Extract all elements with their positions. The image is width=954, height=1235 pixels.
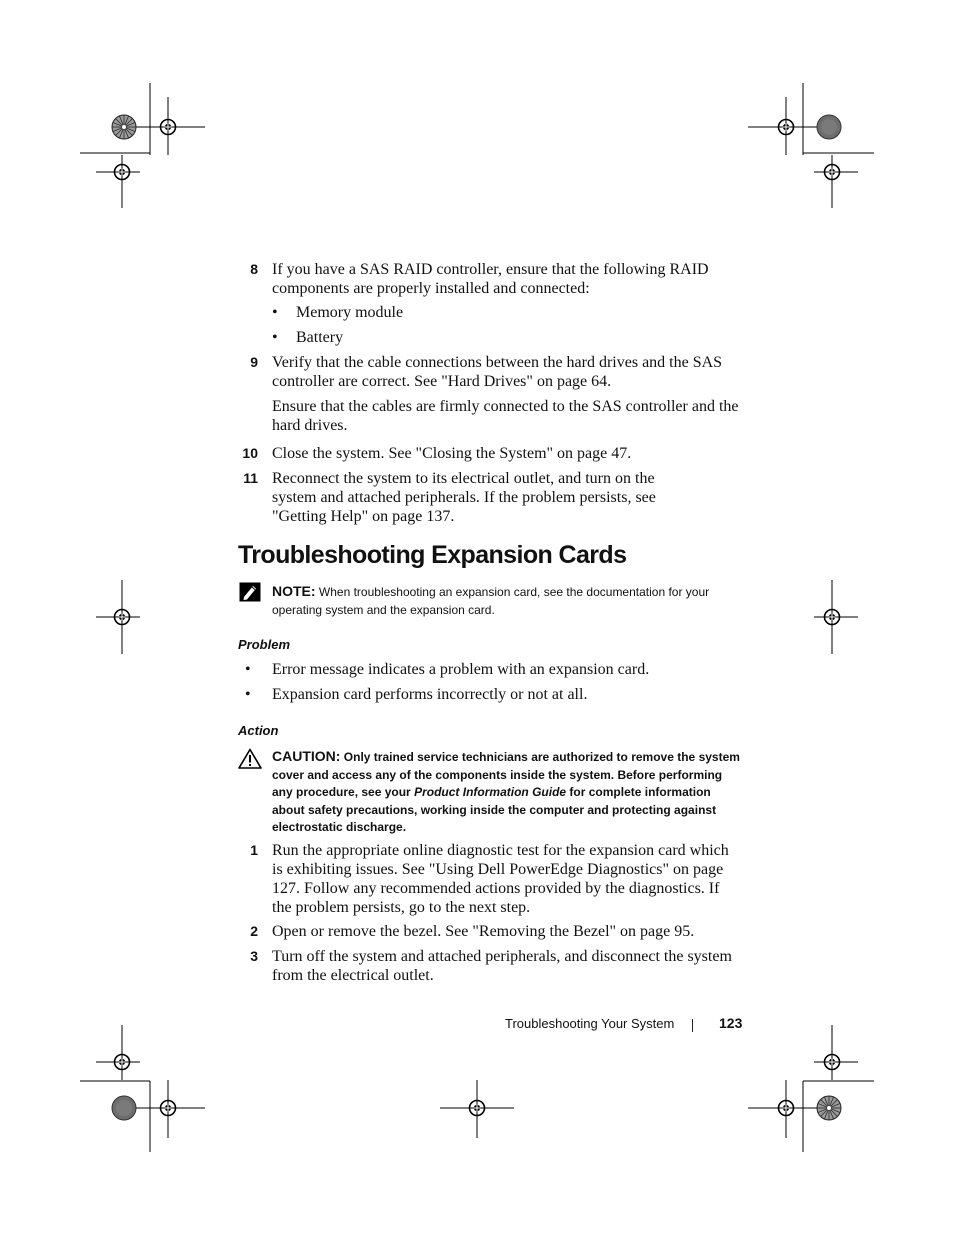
bullet-icon: • (245, 661, 251, 678)
bullet-icon: • (272, 304, 278, 321)
step-number: 3 (250, 948, 258, 964)
caution-text-cont: for complete information about safety precautions, working inside the computer and protecting against electrostatic discharge. (272, 785, 717, 834)
note-box (272, 583, 742, 619)
pencil-note-icon (239, 582, 261, 602)
caution-label: CAUTION: (272, 748, 341, 764)
bullet-icon: • (245, 686, 251, 703)
step-text: Close the system. See "Closing the System" on page 47. (272, 445, 632, 462)
bullet-text: Battery (296, 329, 344, 346)
page-number: 123 (719, 1015, 743, 1031)
step-number: 2 (250, 923, 258, 939)
note-label: NOTE: (272, 583, 316, 599)
action-heading: Action (238, 723, 279, 738)
step-number: 10 (242, 445, 258, 461)
step-text: If you have a SAS RAID controller, ensure that the following RAID components are properly installed and connected: (272, 261, 709, 297)
footer-section-title: Troubleshooting Your System (505, 1016, 675, 1031)
caution-triangle-icon (238, 748, 262, 769)
step-number: 1 (250, 842, 258, 858)
bullet-icon: • (272, 329, 278, 346)
step-number: 9 (250, 354, 258, 370)
caution-guide-title: Product Information Guide (414, 785, 567, 799)
caution-box (272, 748, 742, 837)
bullet-text: Expansion card performs incorrectly or not at all. (272, 686, 588, 703)
problem-heading: Problem (238, 637, 291, 652)
footer-divider (692, 1019, 693, 1032)
bullet-text: Error message indicates a problem with an expansion card. (272, 661, 650, 678)
step-text: Verify that the cable connections between the hard drives and the SAS controller are correct. See "Hard Drives" on page 64. (272, 354, 723, 390)
caution-text: Only trained service technicians are authorized to remove the system cover and access any of the components inside the system. Before performing any procedure, see your (272, 750, 740, 799)
step-9-extra: Ensure that the cables are firmly connected to the SAS controller and the hard drives. (272, 398, 739, 434)
note-text: When troubleshooting an expansion card, see the documentation for your operating system and the expansion card. (272, 585, 710, 617)
step-number: 8 (250, 261, 258, 277)
step-text: Reconnect the system to its electrical outlet, and turn on the system and attached peripherals. If the problem persists, see "Getting Help" on page 137. (272, 470, 656, 525)
step-text: Turn off the system and attached peripherals, and disconnect the system from the electrical outlet. (272, 948, 732, 984)
step-text: Open or remove the bezel. See "Removing the Bezel" on page 95. (272, 923, 695, 940)
bullet-text: Memory module (296, 304, 404, 321)
section-title: Troubleshooting Expansion Cards (238, 541, 627, 569)
step-number: 11 (243, 470, 258, 486)
step-text: Run the appropriate online diagnostic test for the expansion card which is exhibiting issues. See "Using Dell PowerEdge Diagnostics" on page 127. Follow any recommended actions provided by the diagnostics. If the problem persists, go to the next step. (272, 842, 729, 916)
